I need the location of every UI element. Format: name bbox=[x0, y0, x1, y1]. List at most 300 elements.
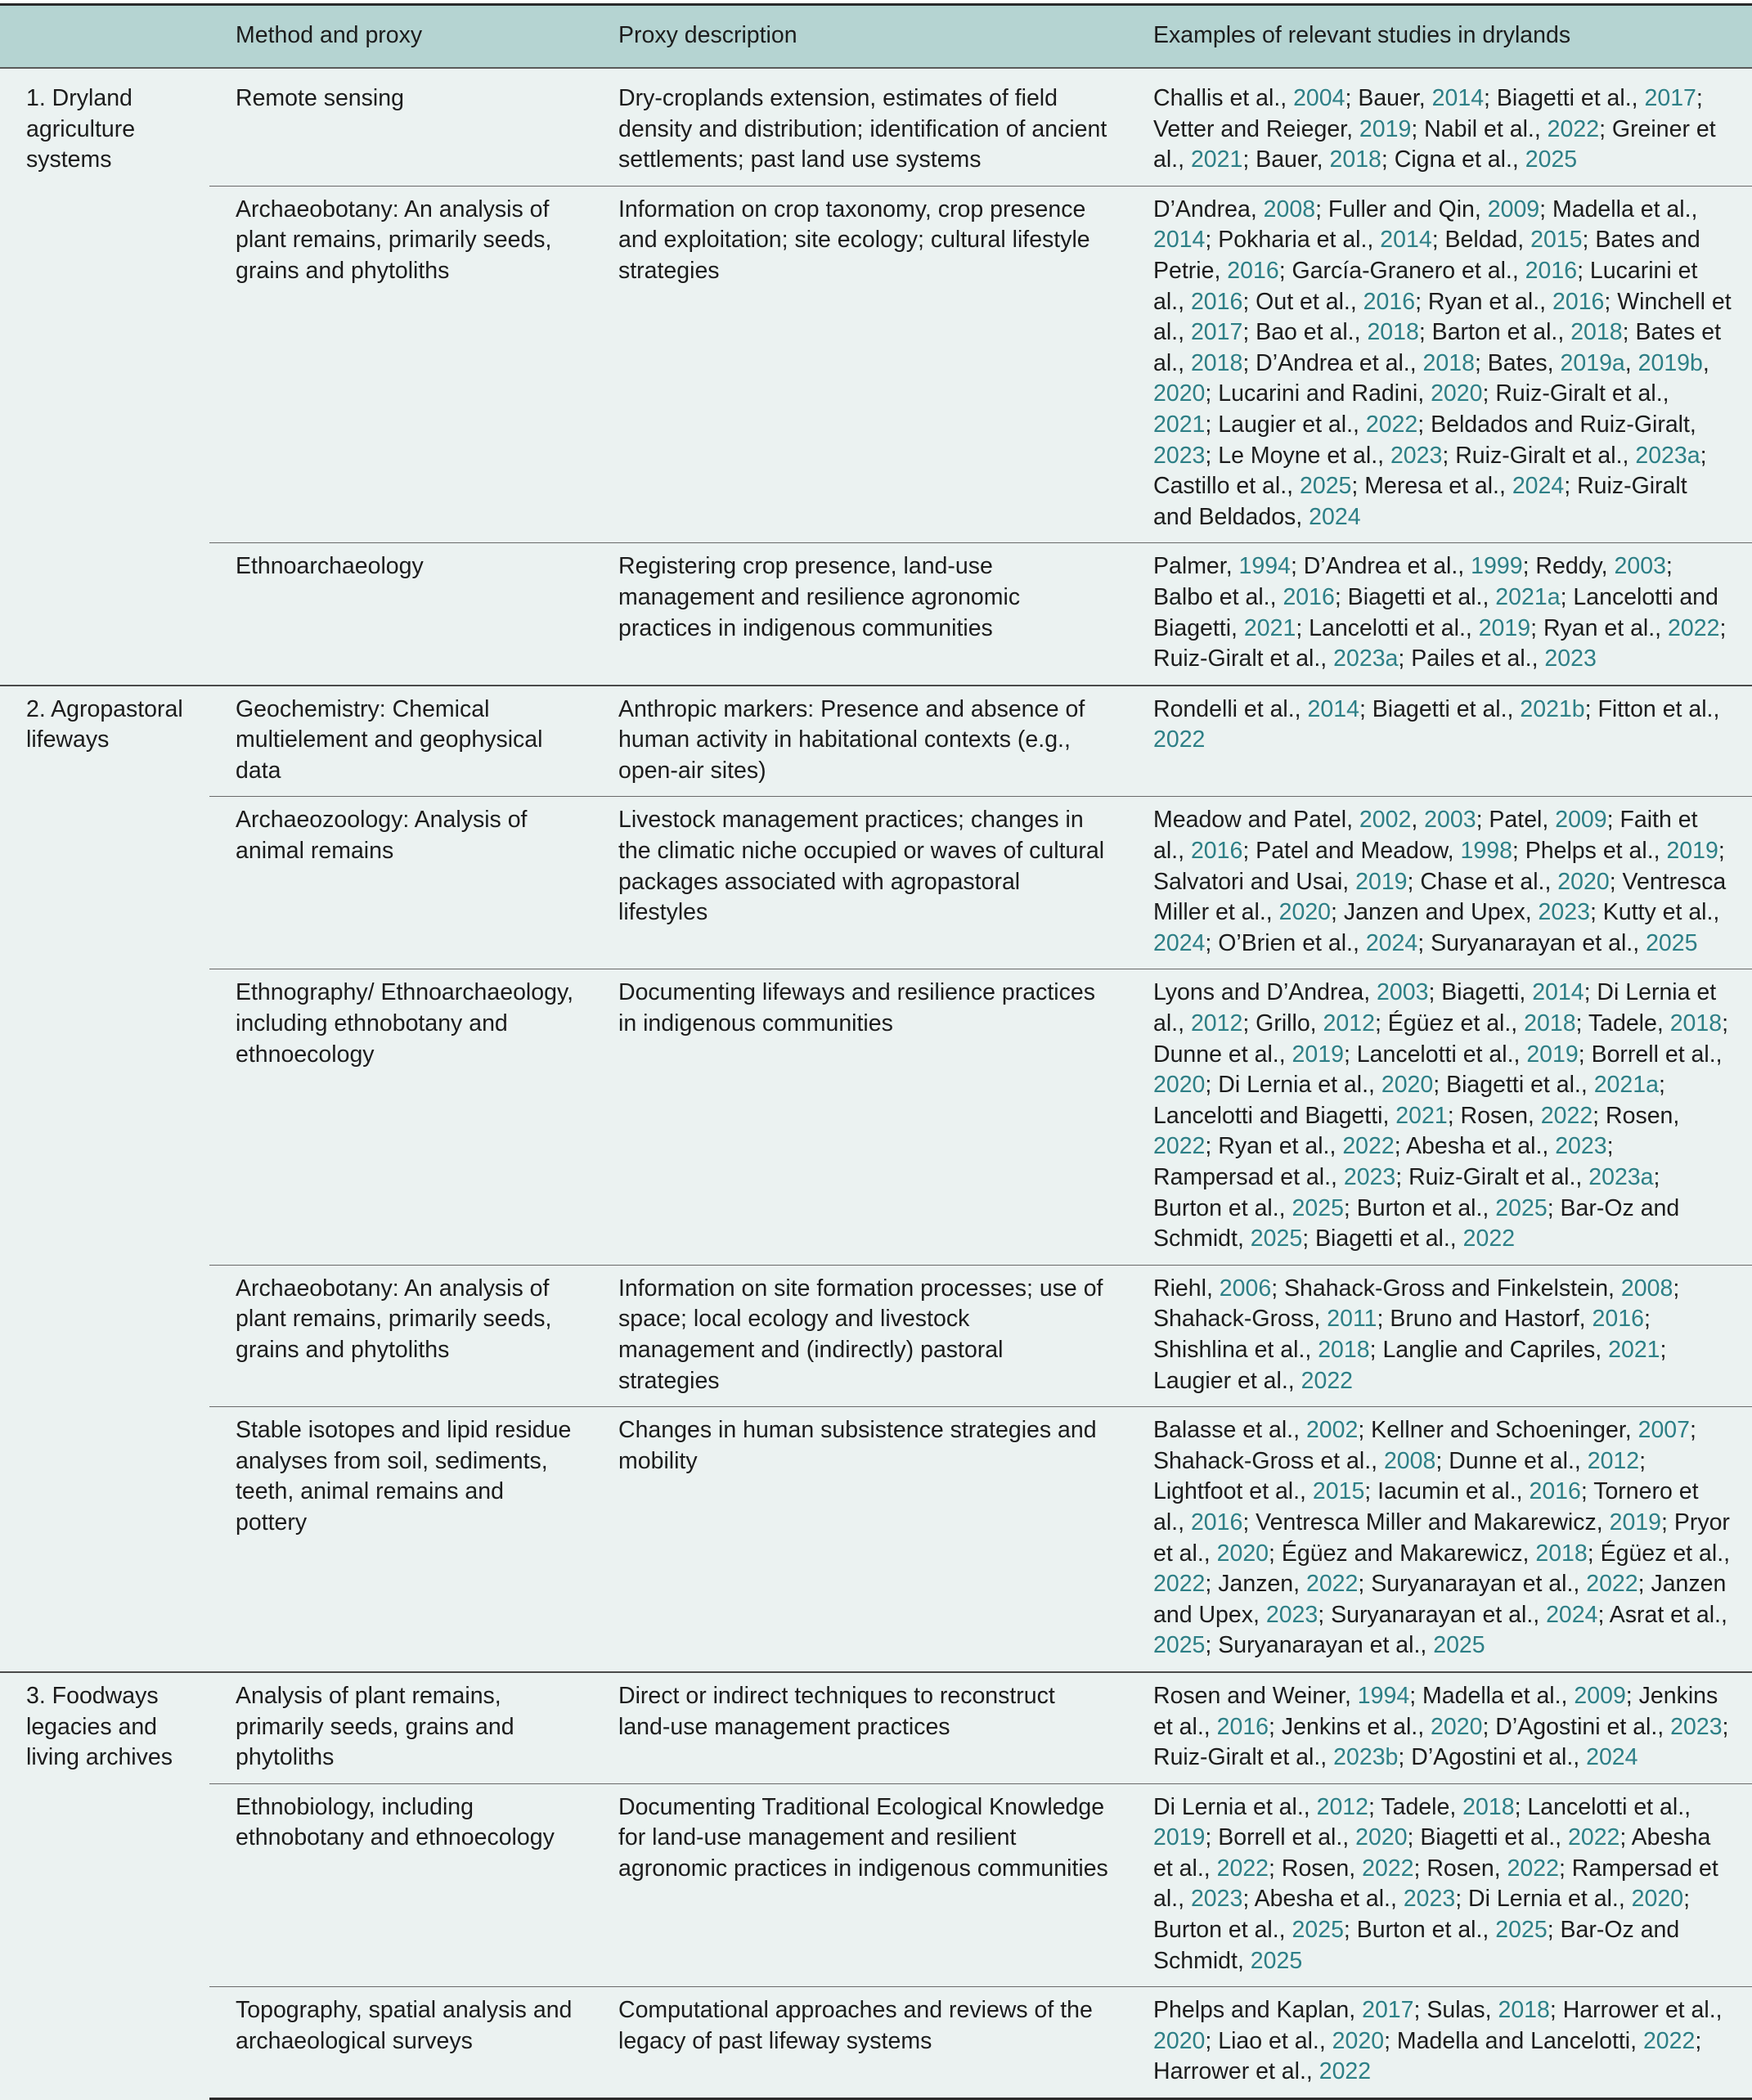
citation-year-link[interactable]: 2018 bbox=[1570, 319, 1623, 346]
citation-year-link[interactable]: 2020 bbox=[1381, 1072, 1434, 1099]
citation-authors: ; Ruiz-Giralt et al., bbox=[1442, 442, 1636, 469]
citation-year-link[interactable]: 2024 bbox=[1512, 473, 1565, 500]
citation-year-link[interactable]: 2018 bbox=[1498, 1997, 1550, 2024]
citation-authors: ; Reddy, bbox=[1522, 553, 1615, 580]
citation-authors: ; Madella et al., bbox=[1539, 196, 1698, 223]
citation-authors: ; D’Andrea et al., bbox=[1290, 553, 1471, 580]
citation-authors: ; Suryanarayan et al., bbox=[1417, 929, 1646, 956]
citation-year-link[interactable]: 2022 bbox=[1305, 1571, 1359, 1598]
table-row bbox=[0, 68, 1752, 186]
citation-authors: ; Chase et al., bbox=[1407, 868, 1558, 895]
citation-year-link[interactable]: 2021 bbox=[1153, 411, 1206, 438]
citation-year-link[interactable]: 2015 bbox=[1530, 227, 1583, 254]
citation-year-link[interactable]: 2009 bbox=[1487, 196, 1540, 223]
citation-year-link[interactable]: 2019 bbox=[1153, 1824, 1206, 1851]
citation-year-link[interactable]: 2019a bbox=[1560, 349, 1625, 376]
citation-year-link[interactable]: 2019 bbox=[1526, 1041, 1579, 1068]
citation-year-link[interactable]: 2002 bbox=[1359, 807, 1412, 834]
citation-year-link[interactable]: 2022 bbox=[1301, 1367, 1354, 1394]
citation-year-link[interactable]: 2020 bbox=[1631, 1886, 1684, 1913]
method-cell: Topography, spatial analysis and archaeological surveys bbox=[209, 1987, 594, 2099]
citation-authors: ; Burton et al., bbox=[1343, 1917, 1496, 1944]
citation-year-link[interactable]: 2023 bbox=[1190, 1886, 1243, 1913]
citation-year-link[interactable]: 2019 bbox=[1609, 1509, 1661, 1536]
citation-authors: ; Fitton et al., bbox=[1584, 695, 1720, 722]
citation-year-link[interactable]: 2022 bbox=[1642, 2027, 1696, 2054]
citation-year-link[interactable]: 2020 bbox=[1278, 899, 1332, 926]
citation-authors: ; Castillo et al., bbox=[1153, 442, 1707, 500]
citation-authors: ; Salvatori and Usai, bbox=[1153, 838, 1725, 895]
citation-authors: Rondelli et al., bbox=[1153, 695, 1308, 722]
citation-authors: ; Kutty et al., bbox=[1589, 899, 1720, 926]
citation-year-link[interactable]: 2023 bbox=[1390, 442, 1443, 469]
citation-year-link[interactable]: 2019 bbox=[1292, 1041, 1344, 1068]
citation-year-link[interactable]: 2022 bbox=[1216, 1855, 1269, 1882]
citation-authors: ; Shahack-Gross et al., bbox=[1153, 1417, 1696, 1474]
citation-authors: ; Égüez and Makarewicz, bbox=[1269, 1540, 1536, 1567]
citation-authors: ; Rosen, bbox=[1269, 1855, 1363, 1882]
citation-year-link[interactable]: 2025 bbox=[1300, 473, 1352, 500]
citation-year-link[interactable]: 2025 bbox=[1292, 1194, 1344, 1221]
citation-authors: ; Iacumin et al., bbox=[1364, 1478, 1530, 1505]
method-cell: Archaeozoology: Analysis of animal remains bbox=[209, 797, 594, 969]
references-cell bbox=[1129, 1987, 1752, 2099]
citation-year-link[interactable]: 2018 bbox=[1367, 319, 1419, 346]
citation-authors: Challis et al., bbox=[1153, 85, 1294, 111]
citation-authors: ; Shishlina et al., bbox=[1153, 1306, 1651, 1363]
table-row bbox=[0, 186, 1752, 543]
citation-authors: ; Beldados and Ruiz-Giralt, bbox=[1417, 411, 1696, 438]
table-row bbox=[0, 1987, 1752, 2099]
citation-authors: ; Ventresca Miller et al., bbox=[1153, 868, 1727, 926]
citation-year-link[interactable]: 2022 bbox=[1540, 1102, 1593, 1129]
citation-year-link[interactable]: 2004 bbox=[1293, 85, 1345, 111]
citation-authors: ; D’Andrea et al., bbox=[1242, 349, 1423, 376]
citation-authors: ; Abesha et al., bbox=[1394, 1133, 1556, 1160]
citation-year-link[interactable]: 2016 bbox=[1592, 1306, 1644, 1333]
citation-authors: ; Ruiz-Giralt et al., bbox=[1482, 380, 1669, 407]
citation-year-link[interactable]: 2023 bbox=[1670, 1713, 1723, 1740]
table-row bbox=[0, 1265, 1752, 1406]
citation-year-link[interactable]: 2016 bbox=[1216, 1713, 1269, 1740]
citation-year-link[interactable]: 2016 bbox=[1283, 583, 1335, 610]
citation-year-link[interactable]: 2025 bbox=[1525, 146, 1578, 173]
citation-authors: ; Dunne et al., bbox=[1435, 1447, 1588, 1474]
citation-authors: ; D’Agostini et al., bbox=[1398, 1744, 1587, 1771]
citation-year-link[interactable]: 2022 bbox=[1547, 115, 1600, 142]
citation-authors: ; Tadele, bbox=[1575, 1010, 1670, 1037]
citation-authors: ; Bates and Petrie, bbox=[1153, 227, 1700, 284]
citation-year-link[interactable]: 2021 bbox=[1608, 1336, 1660, 1363]
citation-authors: ; Biagetti et al., bbox=[1334, 583, 1496, 610]
citation-year-link[interactable]: 2008 bbox=[1620, 1275, 1673, 1302]
citation-year-link[interactable]: 2018 bbox=[1318, 1336, 1370, 1363]
references-cell bbox=[1129, 686, 1752, 797]
citation-year-link[interactable]: 2018 bbox=[1669, 1010, 1723, 1037]
citation-authors: ; Lancelotti and Biagetti, bbox=[1153, 583, 1718, 641]
references-cell bbox=[1129, 1265, 1752, 1406]
citation-year-link[interactable]: 2022 bbox=[1153, 1571, 1206, 1598]
citation-authors: ; Biagetti et al., bbox=[1484, 85, 1645, 111]
citation-authors: ; Meresa et al., bbox=[1351, 473, 1512, 500]
citation-authors: ; Cigna et al., bbox=[1381, 146, 1525, 173]
citation-year-link[interactable]: 2020 bbox=[1153, 2027, 1206, 2054]
references-cell bbox=[1129, 969, 1752, 1265]
citation-authors: ; Madella et al., bbox=[1409, 1682, 1575, 1709]
header-description: Proxy description bbox=[594, 6, 1129, 68]
citation-authors: ; Dunne et al., bbox=[1153, 1010, 1729, 1068]
citation-authors: ; Biagetti et al., bbox=[1359, 695, 1521, 722]
citation-authors: ; Janzen and Upex, bbox=[1153, 1571, 1727, 1628]
citation-authors: ; Burton et al., bbox=[1343, 1194, 1496, 1221]
table-row bbox=[0, 686, 1752, 797]
citation-year-link[interactable]: 2020 bbox=[1216, 1540, 1269, 1567]
references-cell bbox=[1129, 797, 1752, 969]
citation-authors: ; Suryanarayan et al., bbox=[1358, 1571, 1587, 1598]
citation-year-link[interactable]: 2003 bbox=[1614, 553, 1666, 580]
method-cell: Stable isotopes and lipid residue analyses from soil, sediments, teeth, animal remains and pottery bbox=[209, 1407, 594, 1672]
citation-year-link[interactable]: 2014 bbox=[1153, 227, 1206, 254]
citation-authors: ; Lancelotti et al., bbox=[1514, 1793, 1691, 1820]
citation-year-link[interactable]: 2019 bbox=[1478, 614, 1531, 641]
citation-authors: ; D’Agostini et al., bbox=[1482, 1713, 1671, 1740]
citation-year-link[interactable]: 2020 bbox=[1355, 1824, 1408, 1851]
citation-authors: ; O’Brien et al., bbox=[1205, 929, 1366, 956]
citation-year-link[interactable]: 2022 bbox=[1365, 411, 1418, 438]
citation-authors: ; Lightfoot et al., bbox=[1153, 1447, 1646, 1505]
citation-authors: Rosen and Weiner, bbox=[1153, 1682, 1358, 1709]
citation-year-link[interactable]: 2023a bbox=[1635, 442, 1700, 469]
citation-year-link[interactable]: 2022 bbox=[1568, 1824, 1620, 1851]
citation-year-link[interactable]: 2016 bbox=[1190, 1509, 1243, 1536]
citation-authors: Meadow and Patel, bbox=[1153, 807, 1359, 834]
citation-authors: Balasse et al., bbox=[1153, 1417, 1306, 1444]
citation-authors: ; Greiner et al., bbox=[1153, 115, 1716, 173]
citation-authors: ; Rampersad et al., bbox=[1153, 1133, 1614, 1190]
citation-authors: ; Di Lernia et al., bbox=[1455, 1886, 1632, 1913]
citation-year-link[interactable]: 2021 bbox=[1395, 1102, 1448, 1129]
citation-year-link[interactable]: 2022 bbox=[1342, 1133, 1395, 1160]
method-cell: Ethnography/ Ethnoarchaeology, including ethnobotany and ethnoecology bbox=[209, 969, 594, 1265]
citation-year-link[interactable]: 2003 bbox=[1377, 979, 1429, 1006]
citation-authors: ; Jenkins et al., bbox=[1269, 1713, 1431, 1740]
citation-year-link[interactable]: 2023 bbox=[1265, 1601, 1318, 1628]
citation-year-link[interactable]: 2020 bbox=[1431, 1713, 1483, 1740]
citation-year-link[interactable]: 2025 bbox=[1292, 1917, 1344, 1944]
citation-authors: ; Lancelotti et al., bbox=[1343, 1041, 1527, 1068]
citation-year-link[interactable]: 2023 bbox=[1343, 1164, 1396, 1190]
description-cell: Information on site formation processes; use of space; local ecology and livestock management and (indirectly) pastoral strategies bbox=[594, 1265, 1129, 1406]
citation-authors: ; Ryan et al., bbox=[1415, 288, 1552, 315]
citation-year-link[interactable]: 2022 bbox=[1586, 1571, 1638, 1598]
citation-year-link[interactable]: 2002 bbox=[1305, 1417, 1359, 1444]
citation-year-link[interactable]: 2016 bbox=[1552, 288, 1605, 315]
description-cell: Computational approaches and reviews of the legacy of past lifeway systems bbox=[594, 1987, 1129, 2099]
citation-authors: ; Out et al., bbox=[1242, 288, 1363, 315]
citation-year-link[interactable]: 2012 bbox=[1316, 1793, 1369, 1820]
citation-authors: ; Jenkins et al., bbox=[1153, 1682, 1718, 1740]
description-cell: Anthropic markers: Presence and absence of human activity in habitational contexts (e.g., open-air sites) bbox=[594, 686, 1129, 797]
citation-year-link[interactable]: 2016 bbox=[1190, 288, 1243, 315]
citation-authors: ; Shahack-Gross and Finkelstein, bbox=[1271, 1275, 1621, 1302]
citation-year-link[interactable]: 2020 bbox=[1557, 868, 1610, 895]
header-examples: Examples of relevant studies in drylands bbox=[1129, 6, 1752, 68]
citation-year-link[interactable]: 2020 bbox=[1153, 1072, 1206, 1099]
method-cell: Ethnoarchaeology bbox=[209, 543, 594, 686]
citation-year-link[interactable]: 2019b bbox=[1637, 349, 1703, 376]
citation-authors: ; Vetter and Reieger, bbox=[1153, 85, 1703, 142]
citation-authors: ; Ruiz-Giralt et al., bbox=[1153, 614, 1727, 672]
citation-authors: , bbox=[1702, 349, 1709, 376]
citation-year-link[interactable]: 2021a bbox=[1593, 1072, 1659, 1099]
citation-year-link[interactable]: 2016 bbox=[1190, 838, 1243, 865]
citation-year-link[interactable]: 2021 bbox=[1190, 146, 1243, 173]
citation-year-link[interactable]: 2003 bbox=[1424, 807, 1476, 834]
citation-year-link[interactable]: 2025 bbox=[1153, 1632, 1206, 1659]
citation-year-link[interactable]: 2007 bbox=[1637, 1417, 1690, 1444]
citation-year-link[interactable]: 1994 bbox=[1357, 1682, 1410, 1709]
citation-authors: ; Lucarini and Radini, bbox=[1205, 380, 1431, 407]
citation-year-link[interactable]: 2025 bbox=[1646, 929, 1698, 956]
citation-authors: ; Bauer, bbox=[1242, 146, 1330, 173]
references-cell bbox=[1129, 1672, 1752, 1783]
citation-year-link[interactable]: 2020 bbox=[1332, 2027, 1385, 2054]
method-cell: Remote sensing bbox=[236, 85, 404, 111]
citation-authors: ; Suryanarayan et al., bbox=[1205, 1632, 1434, 1659]
references-cell bbox=[1129, 68, 1752, 186]
method-cell: Archaeobotany: An analysis of plant remains, primarily seeds, grains and phytoliths bbox=[209, 1265, 594, 1406]
citation-year-link[interactable]: 2018 bbox=[1190, 349, 1243, 376]
citation-year-link[interactable]: 2023 bbox=[1153, 442, 1206, 469]
citation-year-link[interactable]: 2014 bbox=[1431, 85, 1485, 111]
citation-year-link[interactable]: 2016 bbox=[1529, 1478, 1581, 1505]
citation-authors: ; Bauer, bbox=[1345, 85, 1432, 111]
citation-authors: ; Biagetti, bbox=[1428, 979, 1533, 1006]
citation-authors: ; Égüez et al., bbox=[1374, 1010, 1525, 1037]
citation-year-link[interactable]: 2025 bbox=[1495, 1917, 1548, 1944]
citation-year-link[interactable]: 1998 bbox=[1460, 838, 1512, 865]
citation-year-link[interactable]: 2017 bbox=[1190, 319, 1243, 346]
citation-authors: ; Liao et al., bbox=[1205, 2027, 1332, 2054]
citation-year-link[interactable]: 1994 bbox=[1238, 553, 1291, 580]
description-cell: Livestock management practices; changes in the climatic niche occupied or waves of cultural packages associated with agropastoral lifestyles bbox=[594, 797, 1129, 969]
category-cell: 1. Dryland agriculture systems bbox=[26, 85, 136, 173]
citation-year-link[interactable]: 2023a bbox=[1333, 645, 1399, 672]
citation-authors: ; Di Lernia et al., bbox=[1153, 979, 1717, 1037]
citation-authors: ; Patel and Meadow, bbox=[1242, 838, 1461, 865]
citation-authors: ; Ruiz-Giralt et al., bbox=[1153, 1713, 1729, 1771]
citation-authors: D’Andrea, bbox=[1153, 196, 1264, 223]
citation-year-link[interactable]: 2025 bbox=[1250, 1225, 1303, 1252]
citation-year-link[interactable]: 2022 bbox=[1318, 2058, 1372, 2085]
citation-year-link[interactable]: 2018 bbox=[1524, 1010, 1576, 1037]
citation-authors: ; Abesha et al., bbox=[1242, 1886, 1404, 1913]
citation-authors: Phelps and Kaplan, bbox=[1153, 1997, 1363, 2024]
header-category bbox=[0, 6, 209, 68]
citation-authors: ; Borrell et al., bbox=[1205, 1824, 1356, 1851]
table-wrapper bbox=[0, 3, 1752, 2100]
citation-year-link[interactable]: 2024 bbox=[1365, 929, 1418, 956]
citation-year-link[interactable]: 2021b bbox=[1520, 695, 1585, 722]
citation-year-link[interactable]: 2018 bbox=[1535, 1540, 1588, 1567]
citation-year-link[interactable]: 2021a bbox=[1495, 583, 1561, 610]
method-cell: Geochemistry: Chemical multielement and geophysical data bbox=[209, 686, 594, 797]
citation-authors: Lyons and D’Andrea, bbox=[1153, 979, 1377, 1006]
citation-authors: ; Ryan et al., bbox=[1205, 1133, 1343, 1160]
citation-year-link[interactable]: 2014 bbox=[1307, 695, 1359, 722]
citation-year-link[interactable]: 2025 bbox=[1250, 1947, 1303, 1974]
citation-authors: ; Shahack-Gross, bbox=[1153, 1275, 1680, 1333]
citation-authors: ; Burton et al., bbox=[1153, 1164, 1660, 1221]
citation-year-link[interactable]: 2019 bbox=[1666, 838, 1718, 865]
citation-year-link[interactable]: 2024 bbox=[1153, 929, 1206, 956]
citation-authors: ; Madella and Lancelotti, bbox=[1384, 2027, 1643, 2054]
citation-authors: ; Harrower et al., bbox=[1549, 1997, 1723, 2024]
references-cell bbox=[1129, 1783, 1752, 1987]
citation-year-link[interactable]: 2022 bbox=[1507, 1855, 1559, 1882]
references-cell bbox=[1129, 1407, 1752, 1672]
citation-year-link[interactable]: 2016 bbox=[1227, 257, 1279, 284]
citation-year-link[interactable]: 2017 bbox=[1644, 85, 1696, 111]
header-method: Method and proxy bbox=[209, 6, 594, 68]
citation-year-link[interactable]: 2015 bbox=[1312, 1478, 1365, 1505]
citation-year-link[interactable]: 2014 bbox=[1380, 227, 1432, 254]
table-row bbox=[0, 1672, 1752, 1783]
citation-authors: ; Bar-Oz and Schmidt, bbox=[1153, 1194, 1680, 1252]
citation-authors: ; Barton et al., bbox=[1418, 319, 1571, 346]
method-cell: Archaeobotany: An analysis of plant remains, primarily seeds, grains and phytoliths bbox=[209, 186, 594, 543]
citation-authors: ; Phelps et al., bbox=[1512, 838, 1667, 865]
citation-authors: ; Laugier et al., bbox=[1205, 411, 1366, 438]
category-cell: 2. Agropastoral lifeways bbox=[0, 686, 209, 1672]
citation-year-link[interactable]: 2018 bbox=[1329, 146, 1381, 173]
citation-authors: , bbox=[1624, 349, 1638, 376]
citation-authors: ; Grillo, bbox=[1242, 1010, 1323, 1037]
citation-year-link[interactable]: 2012 bbox=[1190, 1010, 1243, 1037]
citation-year-link[interactable]: 2006 bbox=[1219, 1275, 1272, 1302]
citation-year-link[interactable]: 2024 bbox=[1546, 1601, 1598, 1628]
citation-authors: ; Winchell et al., bbox=[1153, 288, 1732, 346]
citation-year-link[interactable]: 2024 bbox=[1586, 1744, 1638, 1771]
references-cell bbox=[1129, 186, 1752, 543]
citation-year-link[interactable]: 2018 bbox=[1462, 1793, 1515, 1820]
citation-year-link[interactable]: 2023 bbox=[1544, 645, 1597, 672]
citation-year-link[interactable]: 2009 bbox=[1574, 1682, 1626, 1709]
references-cell bbox=[1129, 543, 1752, 686]
citation-year-link[interactable]: 2008 bbox=[1383, 1447, 1436, 1474]
citation-authors: ; Beldad, bbox=[1431, 227, 1531, 254]
citation-year-link[interactable]: 2017 bbox=[1362, 1997, 1414, 2024]
citation-authors: ; Abesha et al., bbox=[1153, 1824, 1711, 1882]
citation-year-link[interactable]: 2022 bbox=[1362, 1855, 1414, 1882]
citation-year-link[interactable]: 2008 bbox=[1263, 196, 1316, 223]
citation-year-link[interactable]: 2023 bbox=[1538, 899, 1590, 926]
citation-authors: ; Ryan et al., bbox=[1530, 614, 1669, 641]
citation-year-link[interactable]: 2023 bbox=[1555, 1133, 1607, 1160]
table-header-row bbox=[0, 6, 1752, 68]
citation-year-link[interactable]: 2022 bbox=[1153, 1133, 1206, 1160]
citation-year-link[interactable]: 2022 bbox=[1153, 726, 1206, 753]
citation-year-link[interactable]: 2022 bbox=[1462, 1225, 1516, 1252]
citation-authors: ; Le Moyne et al., bbox=[1205, 442, 1390, 469]
citation-authors: ; Janzen, bbox=[1205, 1571, 1306, 1598]
citation-authors: ; Di Lernia et al., bbox=[1205, 1072, 1381, 1099]
citation-authors: ; Lancelotti et al., bbox=[1296, 614, 1479, 641]
citation-authors: ; Ruiz-Giralt and Beldados, bbox=[1153, 473, 1687, 530]
citation-year-link[interactable]: 2016 bbox=[1525, 257, 1578, 284]
citation-year-link[interactable]: 1999 bbox=[1471, 553, 1523, 580]
citation-year-link[interactable]: 2016 bbox=[1363, 288, 1416, 315]
citation-authors: Riehl, bbox=[1153, 1275, 1220, 1302]
citation-authors: ; Rosen, bbox=[1447, 1102, 1541, 1129]
citation-authors: ; Biagetti et al., bbox=[1302, 1225, 1463, 1252]
description-cell: Changes in human subsistence strategies and mobility bbox=[594, 1407, 1129, 1672]
citation-authors: ; Ventresca Miller and Makarewicz, bbox=[1242, 1509, 1610, 1536]
citation-authors: ; Borrell et al., bbox=[1578, 1041, 1723, 1068]
citation-year-link[interactable]: 2009 bbox=[1555, 807, 1607, 834]
description-cell: Documenting lifeways and resilience practices in indigenous communities bbox=[594, 969, 1129, 1265]
citation-year-link[interactable]: 2019 bbox=[1355, 868, 1408, 895]
citation-year-link[interactable]: 2018 bbox=[1422, 349, 1475, 376]
citation-authors: ; Biagetti et al., bbox=[1407, 1824, 1568, 1851]
citation-year-link[interactable]: 2023 bbox=[1403, 1886, 1456, 1913]
citation-year-link[interactable]: 2014 bbox=[1532, 979, 1584, 1006]
citation-authors: ; Bates et al., bbox=[1153, 319, 1722, 376]
citation-year-link[interactable]: 2020 bbox=[1431, 380, 1483, 407]
proxies-table bbox=[0, 6, 1752, 2100]
citation-authors: ; Rosen, bbox=[1593, 1102, 1680, 1129]
citation-year-link[interactable]: 2019 bbox=[1359, 115, 1412, 142]
citation-authors: ; Rosen, bbox=[1413, 1855, 1507, 1882]
table-row bbox=[0, 1407, 1752, 1672]
citation-authors: ; Biagetti et al., bbox=[1433, 1072, 1594, 1099]
table-row bbox=[0, 969, 1752, 1265]
table-row bbox=[0, 797, 1752, 969]
citation-authors: ; Fuller and Qin, bbox=[1315, 196, 1488, 223]
citation-year-link[interactable]: 2020 bbox=[1153, 380, 1206, 407]
citation-year-link[interactable]: 2012 bbox=[1323, 1010, 1375, 1037]
citation-authors: ; Nabil et al., bbox=[1411, 115, 1548, 142]
citation-authors: Palmer, bbox=[1153, 553, 1239, 580]
citation-authors: ; Patel, bbox=[1476, 807, 1556, 834]
citation-year-link[interactable]: 2024 bbox=[1309, 503, 1361, 530]
citation-authors: ; Rampersad et al., bbox=[1153, 1855, 1718, 1913]
citation-authors: ; Suryanarayan et al., bbox=[1318, 1601, 1547, 1628]
citation-year-link[interactable]: 2023b bbox=[1333, 1744, 1399, 1771]
citation-authors: ; Sulas, bbox=[1413, 1997, 1498, 2024]
citation-year-link[interactable]: 2011 bbox=[1327, 1306, 1377, 1333]
description-cell: Direct or indirect techniques to reconstruct land-use management practices bbox=[594, 1672, 1129, 1783]
description-cell: Registering crop presence, land-use management and resilience agronomic practices in indigenous communities bbox=[594, 543, 1129, 686]
citation-year-link[interactable]: 2025 bbox=[1433, 1632, 1485, 1659]
citation-year-link[interactable]: 2023a bbox=[1588, 1164, 1654, 1190]
citation-authors: ; Faith et al., bbox=[1153, 807, 1698, 865]
citation-authors: ; Bruno and Hastorf, bbox=[1377, 1306, 1593, 1333]
citation-authors: Di Lernia et al., bbox=[1153, 1793, 1317, 1820]
citation-authors: ; Tornero et al., bbox=[1153, 1478, 1699, 1536]
citation-year-link[interactable]: 2022 bbox=[1668, 614, 1720, 641]
description-cell: Dry-croplands extension, estimates of field density and distribution; identification of ancient settlements; past land use systems bbox=[618, 85, 1107, 173]
table-row bbox=[0, 1783, 1752, 1987]
citation-authors: ; Bates, bbox=[1474, 349, 1561, 376]
citation-year-link[interactable]: 2012 bbox=[1587, 1447, 1640, 1474]
citation-authors: ; Harrower et al., bbox=[1153, 2027, 1702, 2085]
description-cell: Documenting Traditional Ecological Knowledge for land-use management and resilient agronomic practices in indigenous communities bbox=[594, 1783, 1129, 1987]
citation-year-link[interactable]: 2025 bbox=[1495, 1194, 1548, 1221]
citation-authors: ; Pokharia et al., bbox=[1205, 227, 1381, 254]
citation-year-link[interactable]: 2021 bbox=[1243, 614, 1296, 641]
citation-authors: ; Ruiz-Giralt et al., bbox=[1395, 1164, 1589, 1190]
